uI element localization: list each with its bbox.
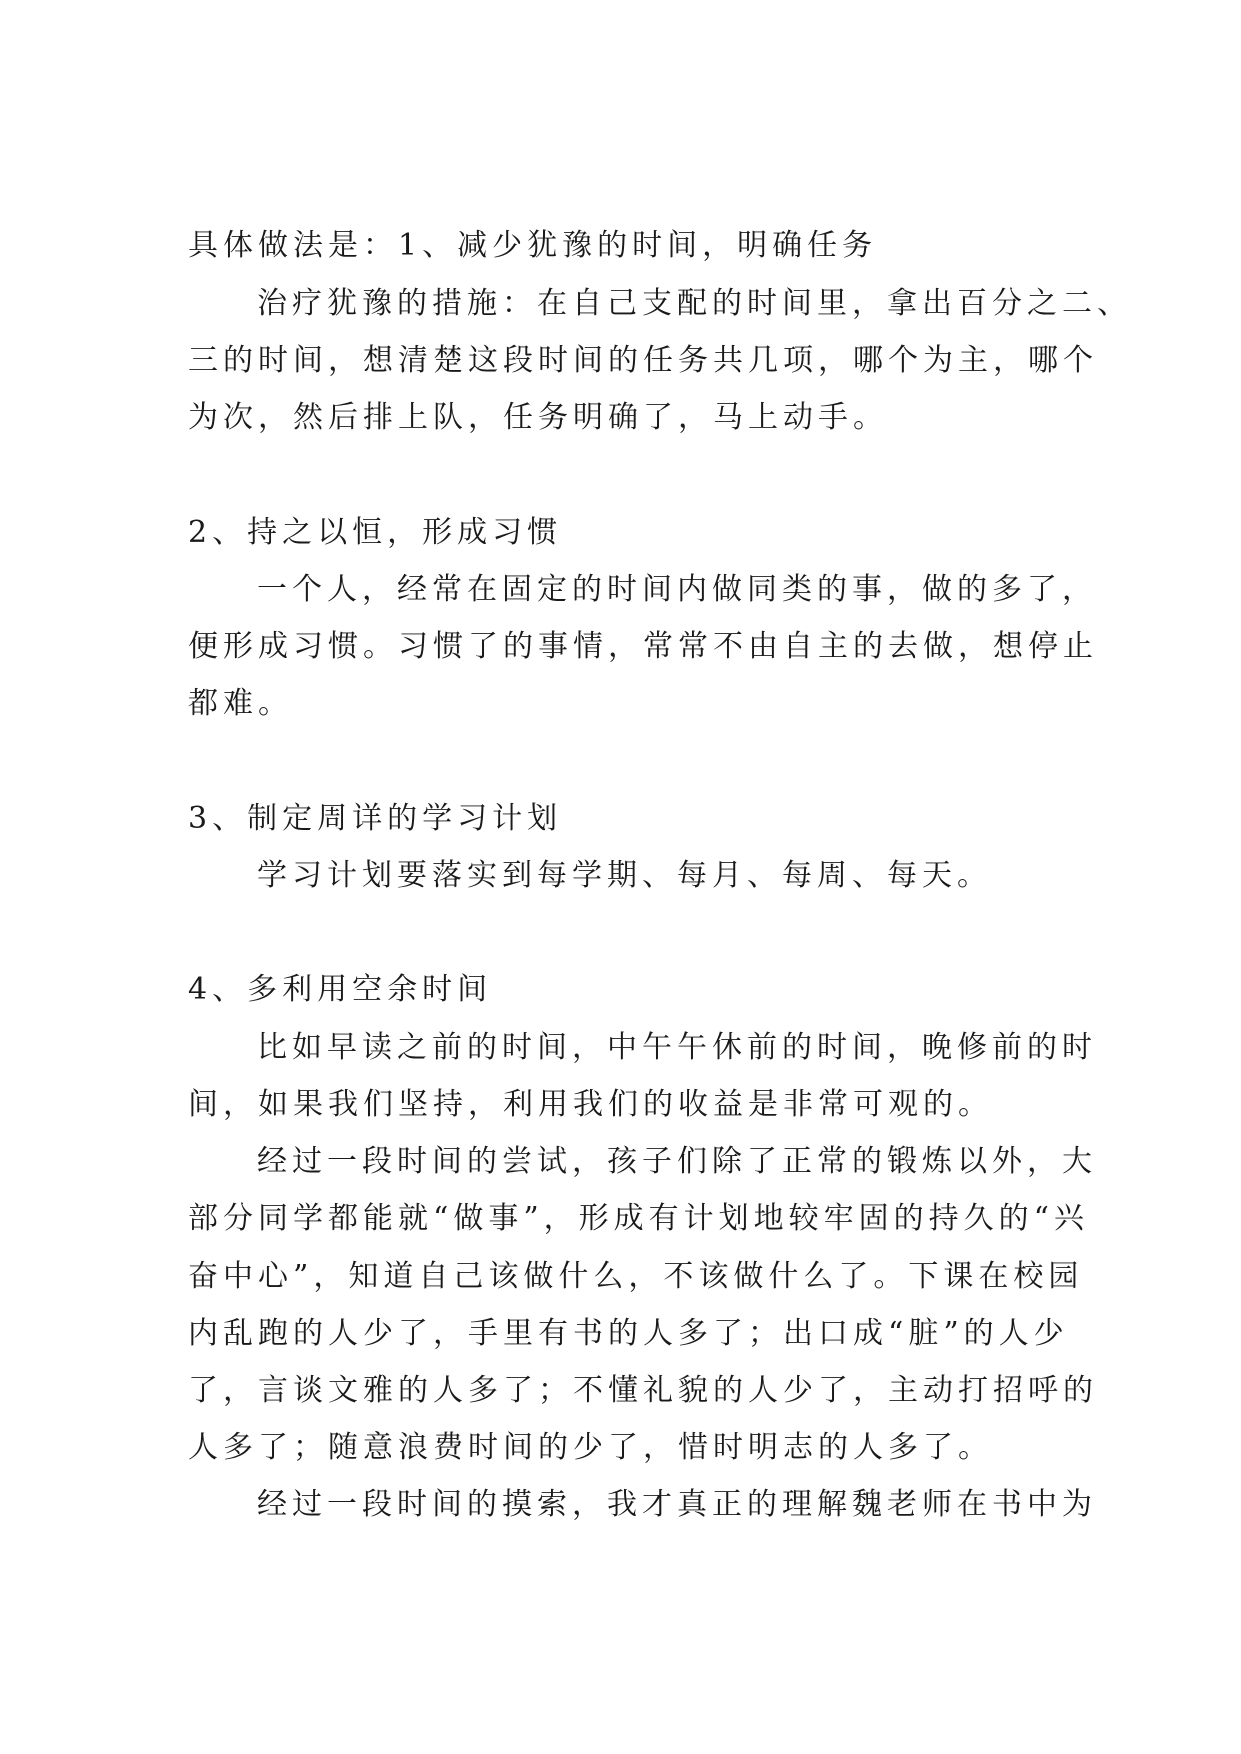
paragraph-line: 人多了；随意浪费时间的少了，惜时明志的人多了。 (188, 1430, 993, 1465)
paragraph-line: 经过一段时间的摸索，我才真正的理解魏老师在书中为 (257, 1487, 1097, 1522)
paragraph-line: 比如早读之前的时间，中午午休前的时间，晚修前的时 (257, 1030, 1097, 1065)
paragraph-line: 了，言谈文雅的人多了；不懂礼貌的人少了，主动打招呼的 (188, 1373, 1098, 1408)
paragraph-line: 三的时间，想清楚这段时间的任务共几项，哪个为主，哪个 (188, 343, 1098, 378)
paragraph-line: 便形成习惯。习惯了的事情，常常不由自主的去做，想停止 (188, 629, 1098, 664)
paragraph-line: 部分同学都能就“做事”，形成有计划地较牢固的持久的“兴 (188, 1201, 1090, 1236)
paragraph-line: 经过一段时间的尝试，孩子们除了正常的锻炼以外，大 (257, 1144, 1097, 1179)
paragraph-line: 都难。 (188, 686, 293, 721)
section-1-heading: 具体做法是：1、减少犹豫的时间，明确任务 (188, 228, 878, 263)
section-4-heading: 4、多利用空余时间 (188, 972, 493, 1007)
section-2-heading: 2、持之以恒，形成习惯 (188, 515, 563, 550)
paragraph-line: 内乱跑的人少了，手里有书的人多了；出口成“脏”的人少 (188, 1316, 1069, 1351)
paragraph-line: 一个人，经常在固定的时间内做同类的事，做的多了， (257, 572, 1097, 607)
paragraph-line: 为次，然后排上队，任务明确了，马上动手。 (188, 400, 888, 435)
paragraph-line: 间，如果我们坚持，利用我们的收益是非常可观的。 (188, 1087, 993, 1122)
paragraph-line: 学习计划要落实到每学期、每月、每周、每天。 (257, 858, 992, 893)
section-3-heading: 3、制定周详的学习计划 (188, 801, 563, 836)
paragraph-line: 奋中心”，知道自己该做什么，不该做什么了。下课在校园 (188, 1259, 1084, 1294)
paragraph-line: 治疗犹豫的措施：在自己支配的时间里，拿出百分之二、 (257, 286, 1132, 321)
